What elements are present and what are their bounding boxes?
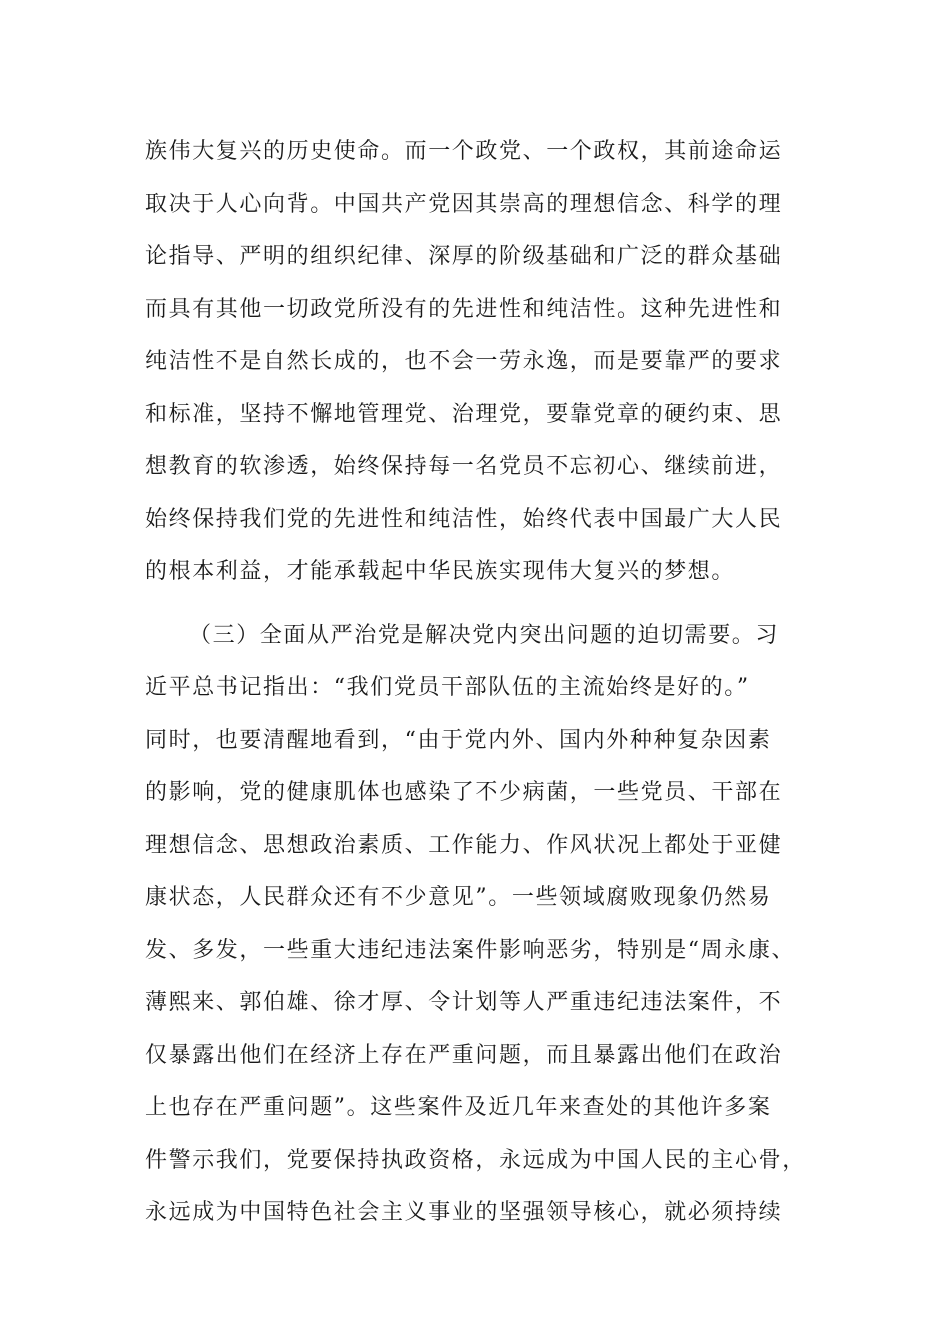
text-line: 论指导、严明的组织纪律、深厚的阶级基础和广泛的群众基础 [145,244,783,269]
text-line: 件警示我们，党要保持执政资格，永远成为中国人民的主心骨， [145,1147,806,1173]
text-line: 理想信念、思想政治素质、工作能力、作风状况上都处于亚健 [145,832,783,858]
text-line-first: （三）全面从严治党是解决党内突出问题的迫切需要。习 [189,622,780,648]
text-line: 和标准，坚持不懈地管理党、治理党，要靠党章的硬约束、思 [145,401,783,427]
text-line: 薄熙来、郭伯雄、徐才厚、令计划等人严重违纪违法案件，不 [145,990,783,1015]
text-line: 取决于人心向背。中国共产党因其崇高的理想信念、科学的理 [145,191,783,217]
paragraph-1 [145,126,805,599]
text-line: 想教育的软渗透，始终保持每一名党员不忘初心、继续前进， [145,454,783,479]
text-line: 发、多发，一些重大违纪违法案件影响恶劣，特别是“周永康、 [145,937,796,963]
paragraph-2 [145,610,805,1240]
text-line: 而具有其他一切政党所没有的先进性和纯洁性。这种先进性和 [145,296,783,322]
paragraph-spacer [145,599,805,610]
text-line: 近平总书记指出：“我们党员干部队伍的主流始终是好的。” [145,675,750,700]
text-line: 族伟大复兴的历史使命。而一个政党、一个政权，其前途命运 [145,139,783,164]
text-line: 纯洁性不是自然长成的，也不会一劳永逸，而是要靠严的要求 [145,349,783,374]
text-line: 的根本利益，才能承载起中华民族实现伟大复兴的梦想。 [145,559,736,584]
text-line: 上也存在严重问题”。这些案件及近几年来查处的其他许多案 [145,1095,772,1120]
text-line: 仅暴露出他们在经济上存在严重问题，而且暴露出他们在政治 [145,1042,783,1068]
text-line: 同时，也要清醒地看到，“由于党内外、国内外种种复杂因素 [145,727,772,753]
text-line: 康状态，人民群众还有不少意见”。一些领域腐败现象仍然易 [145,885,772,910]
document-body [145,126,805,1240]
text-line: 的影响，党的健康肌体也感染了不少病菌，一些党员、干部在 [145,780,783,805]
text-line: 永远成为中国特色社会主义事业的坚强领导核心，就必须持续 [145,1200,783,1225]
text-line: 始终保持我们党的先进性和纯洁性，始终代表中国最广大人民 [145,506,783,532]
